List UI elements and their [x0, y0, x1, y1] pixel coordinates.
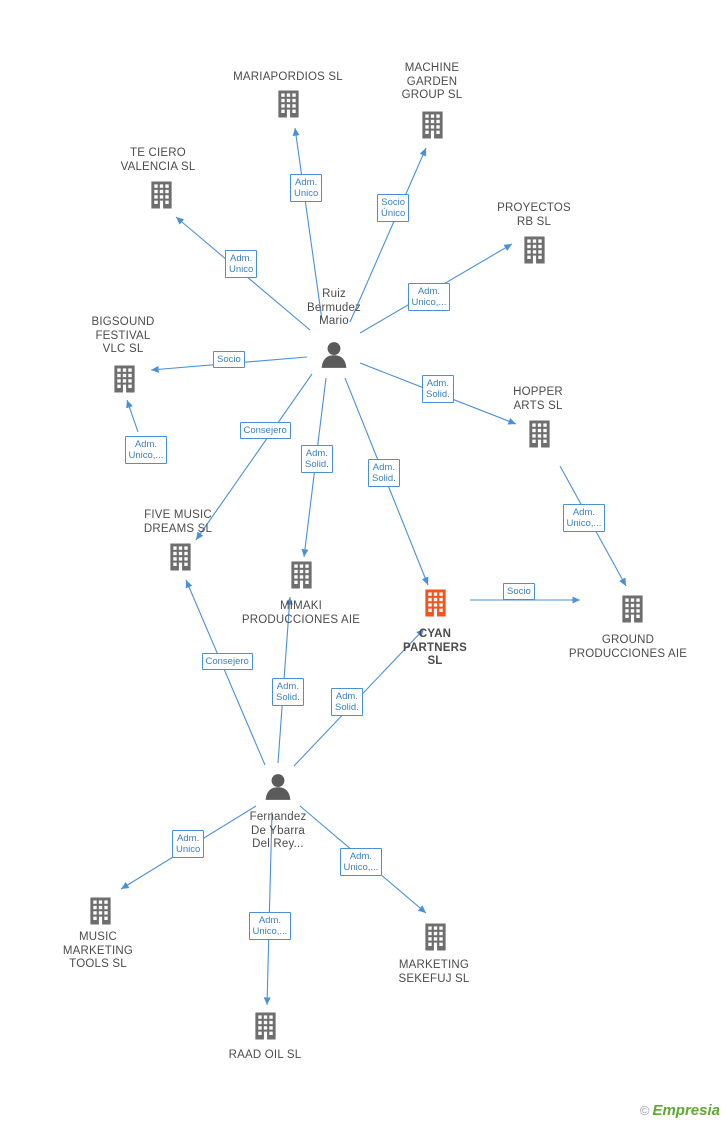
node-label-text: Ruiz Bermudez Mario — [306, 288, 361, 327]
node-five_music[interactable] — [167, 541, 194, 573]
node-label-marketing_sekefuj[interactable] — [364, 959, 504, 986]
edge-label-fernandez-to-five_music[interactable]: Consejero — [202, 653, 253, 670]
node-label-mariapordios[interactable] — [218, 71, 358, 85]
node-label-text: Fernandez De Ybarra Del Rey... — [249, 811, 307, 850]
node-fernandez[interactable] — [263, 773, 293, 801]
edge-label-ruiz_bermudez-to-proyectos_rb[interactable]: Adm. Unico,... — [408, 283, 451, 311]
node-cyan_partners[interactable] — [422, 587, 449, 619]
node-label-text: MACHINE GARDEN GROUP SL — [401, 62, 463, 101]
watermark — [640, 1102, 720, 1119]
building-icon — [275, 88, 302, 124]
edge-label-fernandez-to-music_marketing[interactable]: Adm. Unico — [172, 830, 204, 858]
node-ground_producciones[interactable] — [619, 593, 646, 625]
building-icon — [422, 921, 449, 957]
node-label-text: RAAD OIL SL — [228, 1049, 302, 1061]
node-bigsound[interactable] — [111, 363, 138, 395]
node-label-five_music[interactable] — [108, 509, 248, 536]
person-icon — [319, 341, 349, 373]
node-label-hopper_arts[interactable] — [468, 386, 608, 413]
node-label-te_ciero[interactable] — [88, 147, 228, 174]
node-label-cyan_partners[interactable] — [365, 628, 505, 669]
edge-label-ruiz_bermudez-to-hopper_arts[interactable]: Adm. Solid. — [422, 375, 454, 403]
edge-label-ruiz_bermudez-to-five_music[interactable]: Consejero — [240, 422, 291, 439]
edge-label-hopper_arts-to-ground_producciones[interactable]: Adm. Unico,... — [563, 504, 606, 532]
node-label-text: FIVE MUSIC DREAMS SL — [143, 509, 213, 535]
node-label-text: HOPPER ARTS SL — [513, 386, 563, 412]
edge-label-ruiz_bermudez-to-bigsound[interactable]: Socio — [213, 351, 245, 368]
node-label-machine_garden[interactable] — [362, 62, 502, 103]
node-label-text: MIMAKI PRODUCCIONES AIE — [241, 600, 361, 626]
building-icon — [419, 109, 446, 145]
person-icon — [263, 773, 293, 805]
building-icon — [111, 363, 138, 399]
copyright-icon: © — [639, 1103, 650, 1118]
node-music_marketing[interactable] — [87, 895, 114, 927]
node-label-ground_producciones[interactable] — [558, 634, 698, 661]
building-icon — [87, 895, 114, 931]
node-label-text: BIGSOUND FESTIVAL VLC SL — [91, 316, 155, 355]
building-icon — [521, 234, 548, 270]
building-icon — [422, 587, 449, 623]
node-label-text: PROYECTOS RB SL — [497, 202, 571, 228]
edge-label-cyan_partners-to-ground_producciones[interactable]: Socio — [503, 583, 535, 600]
building-icon — [619, 593, 646, 629]
edge-label-ruiz_bermudez-to-mimaki[interactable]: Adm. Solid. — [301, 445, 333, 473]
node-label-raad_oil[interactable] — [195, 1049, 335, 1063]
node-label-text: CYAN PARTNERS SL — [402, 628, 467, 667]
node-mimaki[interactable] — [288, 559, 315, 591]
node-marketing_sekefuj[interactable] — [422, 921, 449, 953]
edge-label-ruiz_bermudez-to-mariapordios[interactable]: Adm. Unico — [290, 174, 322, 202]
node-proyectos_rb[interactable] — [521, 234, 548, 266]
node-hopper_arts[interactable] — [526, 418, 553, 450]
node-label-text: TE CIERO VALENCIA SL — [120, 147, 196, 173]
node-label-mimaki[interactable] — [231, 600, 371, 627]
brand-logo: Empresia — [652, 1102, 720, 1119]
edge-label-fernandez-to-cyan_partners[interactable]: Adm. Solid. — [331, 688, 363, 716]
building-icon — [526, 418, 553, 454]
node-ruiz_bermudez[interactable] — [319, 341, 349, 369]
node-te_ciero[interactable] — [148, 179, 175, 211]
building-icon — [148, 179, 175, 215]
edge-label-bigsound_self-to-bigsound[interactable]: Adm. Unico,... — [125, 436, 168, 464]
node-mariapordios[interactable] — [275, 88, 302, 120]
node-label-text: MUSIC MARKETING TOOLS SL — [62, 931, 134, 970]
node-label-text: GROUND PRODUCCIONES AIE — [568, 634, 688, 660]
edge-label-fernandez-to-raad_oil[interactable]: Adm. Unico,... — [249, 912, 292, 940]
node-label-fernandez[interactable] — [208, 811, 348, 852]
node-label-bigsound[interactable] — [53, 316, 193, 357]
edge-label-fernandez-to-marketing_sekefuj[interactable]: Adm. Unico,... — [340, 848, 383, 876]
edge-label-ruiz_bermudez-to-cyan_partners[interactable]: Adm. Solid. — [368, 459, 400, 487]
edge-label-fernandez-to-mimaki[interactable]: Adm. Solid. — [272, 678, 304, 706]
node-label-ruiz_bermudez[interactable] — [264, 288, 404, 329]
building-icon — [252, 1010, 279, 1046]
building-icon — [288, 559, 315, 595]
edge-label-ruiz_bermudez-to-machine_garden[interactable]: Socio Único — [377, 194, 409, 222]
node-raad_oil[interactable] — [252, 1010, 279, 1042]
node-label-music_marketing[interactable] — [28, 931, 168, 972]
node-label-proyectos_rb[interactable] — [464, 202, 604, 229]
edge-bigsound_self-to-bigsound — [127, 400, 138, 432]
building-icon — [167, 541, 194, 577]
node-machine_garden[interactable] — [419, 109, 446, 141]
node-label-text: MARKETING SEKEFUJ SL — [398, 959, 470, 985]
edge-label-ruiz_bermudez-to-te_ciero[interactable]: Adm. Unico — [225, 250, 257, 278]
node-label-text: MARIAPORDIOS SL — [233, 71, 343, 83]
